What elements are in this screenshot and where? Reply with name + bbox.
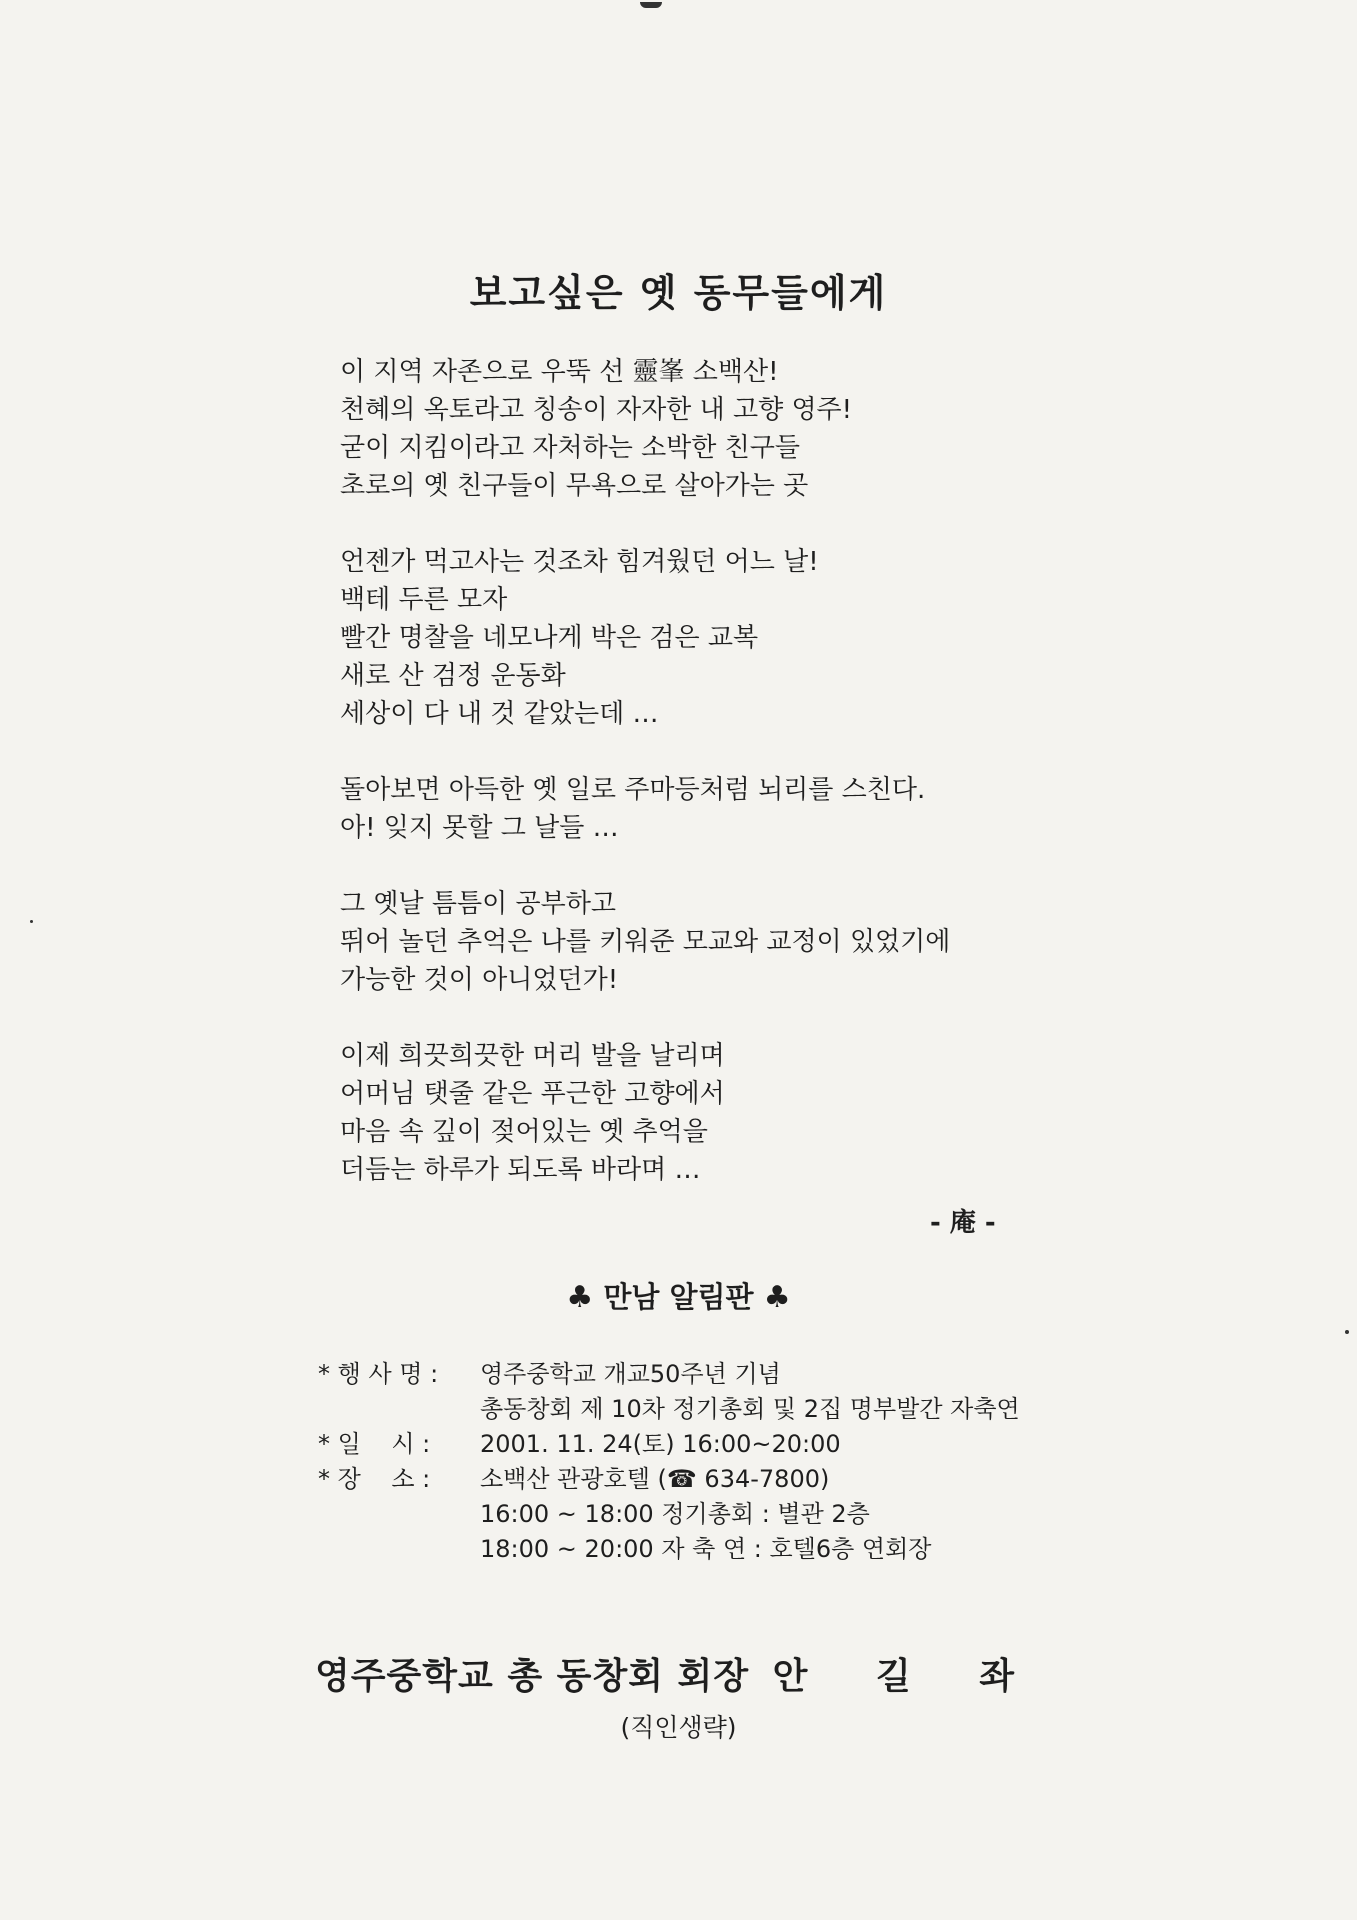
poem-line: 초로의 옛 친구들이 무욕으로 살아가는 곳: [340, 471, 809, 501]
place-value: 소백산 관광호텔 (☎ 634-7800): [480, 1465, 830, 1493]
president-name: 안 길 좌: [772, 1656, 1043, 1697]
poem-line: 어머님 탯줄 같은 푸근한 고향에서: [340, 1079, 725, 1109]
poem-line: 더듬는 하루가 되도록 바라며 …: [340, 1155, 701, 1185]
poem-line: 마음 속 깊이 젖어있는 옛 추억을: [340, 1117, 708, 1147]
paper-speck: [1345, 1330, 1349, 1334]
organization-title: 영주중학교 총 동창회 회장: [314, 1656, 750, 1697]
notice-heading: [0, 1275, 1357, 1316]
poem-line: 이제 희끗희끗한 머리 발을 날리며: [340, 1041, 725, 1071]
place-label: * 장 소 :: [318, 1465, 431, 1493]
event-value-line2: 총동창회 제 10차 정기총회 및 2집 명부발간 자축연: [480, 1395, 1020, 1423]
schedule-row: [318, 1532, 1218, 1567]
poem-stanza: [340, 353, 1140, 505]
schedule-row: [318, 1497, 1218, 1532]
schedule-general-meeting: 16:00 ~ 18:00 정기총회 : 별관 2층: [480, 1500, 870, 1528]
club-icon: ♣: [763, 1280, 791, 1315]
poem-stanza: [340, 771, 1140, 847]
notice-board: [318, 1357, 1218, 1567]
closing-signature: [0, 1648, 1357, 1699]
poem-line: 언젠가 먹고사는 것조차 힘겨웠던 어느 날!: [340, 547, 819, 577]
poem-line: 뛰어 놀던 추억은 나를 키워준 모교와 교정이 있었기에: [340, 927, 951, 957]
event-row: [318, 1357, 1218, 1392]
poem-line: 아! 잊지 못할 그 날들 …: [340, 813, 619, 843]
page-title: 보고싶은 옛 동무들에게: [469, 271, 888, 315]
poem-line: 빨간 명찰을 네모나게 박은 검은 교복: [340, 623, 759, 653]
place-row: [318, 1462, 1218, 1497]
poem-stanza: [340, 543, 1140, 733]
date-label: * 일 시 :: [318, 1430, 431, 1458]
poem-line: 가능한 것이 아니었던가!: [340, 965, 619, 995]
paper-speck: [30, 920, 33, 923]
poem-line: 이 지역 자존으로 우뚝 선 靈峯 소백산!: [340, 357, 779, 387]
event-row-continued: [318, 1392, 1218, 1427]
club-icon: ♣: [566, 1280, 594, 1315]
event-label: * 행 사 명 :: [318, 1360, 439, 1388]
poem-stanza: [340, 1037, 1140, 1189]
poem-line: 그 옛날 틈틈이 공부하고: [340, 889, 616, 919]
seal-omitted-note: (직인생략): [620, 1713, 737, 1742]
event-value: 영주중학교 개교50주년 기념: [480, 1360, 781, 1388]
date-row: [318, 1427, 1218, 1462]
poem-line: 백테 두른 모자: [340, 585, 508, 615]
poem-line: 새로 산 검정 운동화: [340, 661, 566, 691]
schedule-celebration: 18:00 ~ 20:00 자 축 연 : 호텔6층 연회장: [480, 1535, 932, 1563]
poem-line: 세상이 다 내 것 같았는데 …: [340, 699, 659, 729]
poem-line: 천혜의 옥토라고 칭송이 자자한 내 고향 영주!: [340, 395, 853, 425]
poem-stanza: [340, 885, 1140, 999]
poem-signature: - 庵 -: [930, 1208, 996, 1238]
poem-line: 굳이 지킴이라고 자처하는 소박한 친구들: [340, 433, 801, 463]
notice-heading-text: 만남 알림판: [603, 1280, 754, 1314]
poem-line: 돌아보면 아득한 옛 일로 주마등처럼 뇌리를 스친다.: [340, 775, 926, 805]
paper-mark: [640, 2, 662, 8]
date-value: 2001. 11. 24(토) 16:00~20:00: [480, 1430, 841, 1458]
poem: [340, 353, 1140, 1227]
